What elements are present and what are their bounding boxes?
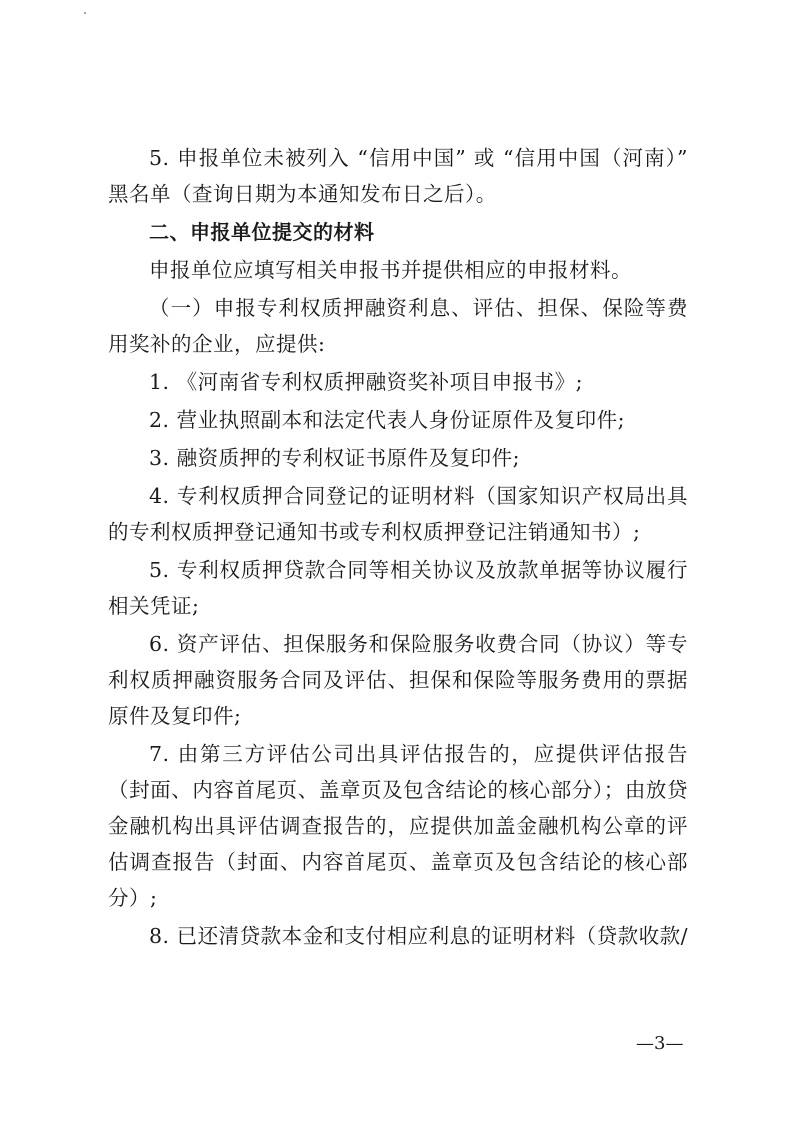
document-body [108, 140, 688, 956]
list-item-7: 7. 由第三方评估公司出具评估报告的，应提供评估报告（封面、内容首尾页、盖章页及包含结论的核心部分）；由放贷金融机构出具评估调查报告的，应提供加盖金融机构公章的评估调查报告（封面、内容首尾页、盖章页及包含结论的核心部分）; [108, 742, 688, 910]
paragraph-intro: 申报单位应填写相关申报书并提供相应的申报材料。 [149, 258, 632, 282]
paragraph-subsection-one: （一）申报专利权质押融资利息、评估、担保、保险等费用奖补的企业，应提供: [108, 296, 688, 356]
list-item-4: 4. 专利权质押合同登记的证明材料（国家知识产权局出具的专利权质押登记通知书或专利权质押登记注销通知书）; [108, 484, 688, 544]
paragraph-blacklist-condition: 5. 申报单位未被列入 “信用中国” 或 “信用中国（河南）” 黑名单（查询日期为本通知发布日之后）。 [108, 146, 688, 206]
scan-speck [84, 12, 86, 14]
page-number: —3— [636, 1033, 684, 1054]
list-item-3: 3. 融资质押的专利权证书原件及复印件; [149, 446, 520, 470]
section-heading-materials: 二、申报单位提交的材料 [149, 220, 375, 244]
list-item-2: 2. 营业执照副本和法定代表人身份证原件及复印件; [149, 408, 625, 432]
list-item-8: 8. 已还清贷款本金和支付相应利息的证明材料（贷款收款/ [149, 924, 688, 948]
list-item-5: 5. 专利权质押贷款合同等相关协议及放款单据等协议履行相关凭证; [108, 558, 688, 618]
list-item-1: 1. 《河南省专利权质押融资奖补项目申报书》; [149, 370, 583, 394]
list-item-6: 6. 资产评估、担保服务和保险服务收费合同（协议）等专利权质押融资服务合同及评估、担保和保险等服务费用的票据原件及复印件; [108, 632, 688, 728]
